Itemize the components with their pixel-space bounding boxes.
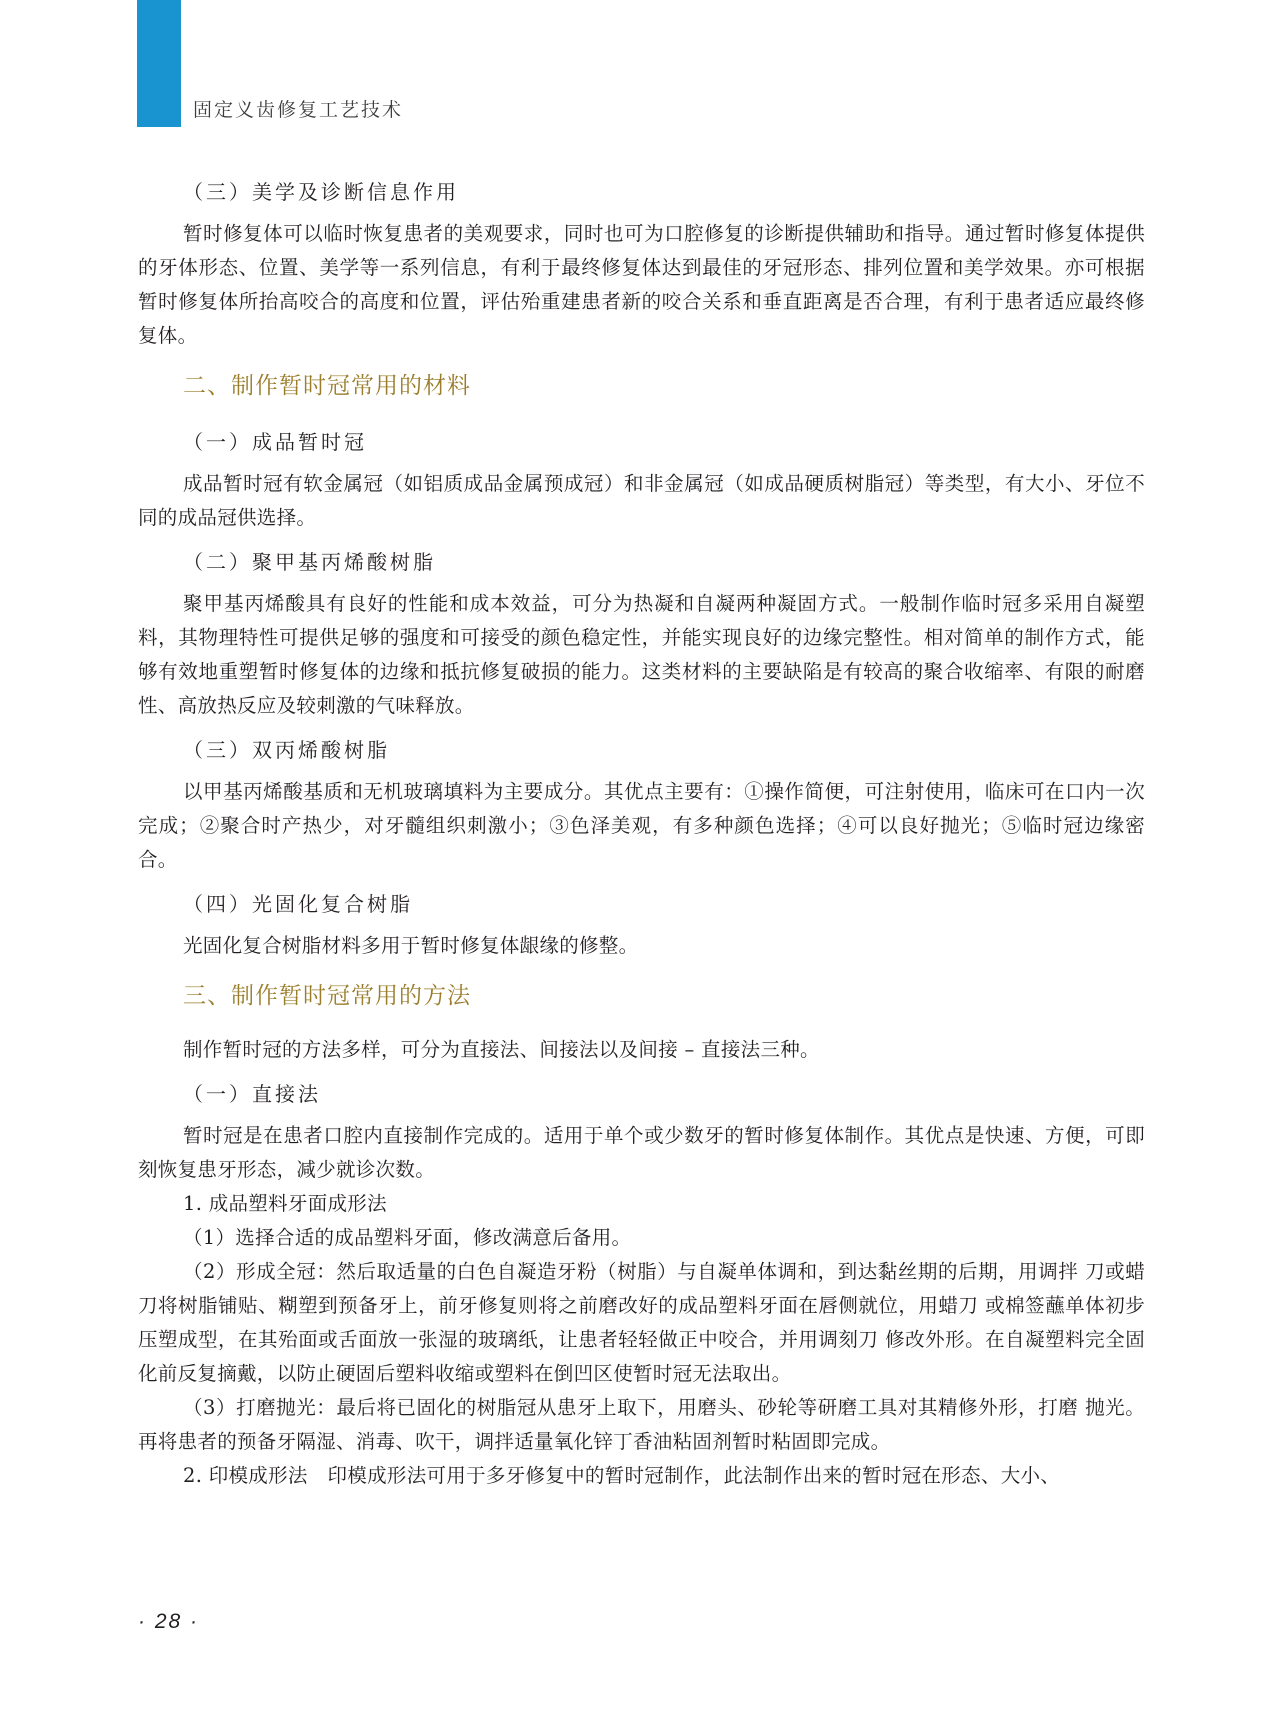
subheading-direct-method: （一）直接法 [183, 1082, 321, 1106]
paragraph-step-2: 2. 印模成形法 印模成形法可用于多牙修复中的暂时冠制作，此法制作出来的暂时冠在形态、大小、 [183, 1464, 1061, 1487]
page-number: · 28 · [138, 1610, 200, 1633]
paragraph-methods-intro: 制作暂时冠的方法多样，可分为直接法、间接法以及间接 – 直接法三种。 [183, 1038, 820, 1061]
section-heading-materials: 二、制作暂时冠常用的材料 [183, 373, 471, 399]
section-heading-methods: 三、制作暂时冠常用的方法 [183, 983, 471, 1009]
paragraph-direct-method: 暂时冠是在患者口腔内直接制作完成的。适用于单个或少数牙的暂时修复体制作。其优点是快速、方便，可即刻恢复患牙形态，减少就诊次数。 [138, 1124, 1145, 1181]
subheading-pmma: （二）聚甲基丙烯酸树脂 [183, 550, 436, 574]
subheading-finished-crown: （一）成品暂时冠 [183, 430, 367, 454]
subheading-aesthetic-role: （三）美学及诊断信息作用 [183, 180, 459, 204]
subheading-bisacryl: （三）双丙烯酸树脂 [183, 738, 390, 762]
paragraph-light-cure: 光固化复合树脂材料多用于暂时修复体龈缘的修整。 [183, 934, 639, 957]
header-color-bar [137, 0, 181, 127]
running-title: 固定义齿修复工艺技术 [193, 99, 404, 121]
paragraph-pmma: 聚甲基丙烯酸具有良好的性能和成本效益，可分为热凝和自凝两种凝固方式。一般制作临时冠多采用自凝塑料，其物理特性可提供足够的强度和可接受的颜色稳定性，并能实现良好的边缘完整性。相对简单的制作方式，能够有效地重塑暂时修复体的边缘和抵抗修复破损的能力。这类材料的主要缺陷是有较高的聚合收缩率、有限的耐磨性、高放热反应及较刺激的气味释放。 [138, 592, 1145, 717]
paragraph-step-1: 1. 成品塑料牙面成形法 [183, 1192, 387, 1215]
subheading-light-cure: （四）光固化复合树脂 [183, 892, 413, 916]
page-body [138, 165, 1145, 1493]
paragraph-step-1-2: （2）形成全冠：然后取适量的白色自凝造牙粉（树脂）与自凝单体调和，到达黏丝期的后期，用调拌 刀或蜡刀将树脂铺贴、糊塑到预备牙上，前牙修复则将之前磨改好的成品塑料牙面在唇侧就位，用蜡刀 或棉签蘸单体初步压塑成型，在其殆面或舌面放一张湿的玻璃纸，让患者轻轻做正中咬合，并用调刻刀 修改外形。在自凝塑料完全固化前反复摘戴，以防止硬固后塑料收缩或塑料在倒凹区使暂时冠无法取出。 [138, 1260, 1145, 1385]
paragraph-finished-crown: 成品暂时冠有软金属冠（如铝质成品金属预成冠）和非金属冠（如成品硬质树脂冠）等类型，有大小、牙位不同的成品冠供选择。 [138, 472, 1145, 529]
paragraph-step-1-3: （3）打磨抛光：最后将已固化的树脂冠从患牙上取下，用磨头、砂轮等研磨工具对其精修外形，打磨 抛光。再将患者的预备牙隔湿、消毒、吹干，调拌适量氧化锌丁香油粘固剂暂时粘固即完成。 [138, 1396, 1145, 1453]
paragraph-step-1-1: （1）选择合适的成品塑料牙面，修改满意后备用。 [183, 1226, 632, 1249]
paragraph-bisacryl: 以甲基丙烯酸基质和无机玻璃填料为主要成分。其优点主要有：①操作简便，可注射使用，临床可在口内一次完成；②聚合时产热少，对牙髓组织刺激小；③色泽美观，有多种颜色选择；④可以良好抛光；⑤临时冠边缘密合。 [138, 780, 1145, 871]
paragraph-aesthetic-role: 暂时修复体可以临时恢复患者的美观要求，同时也可为口腔修复的诊断提供辅助和指导。通过暂时修复体提供的牙体形态、位置、美学等一系列信息，有利于最终修复体达到最佳的牙冠形态、排列位置和美学效果。亦可根据暂时修复体所抬高咬合的高度和位置，评估殆重建患者新的咬合关系和垂直距离是否合理，有利于患者适应最终修复体。 [138, 222, 1145, 347]
